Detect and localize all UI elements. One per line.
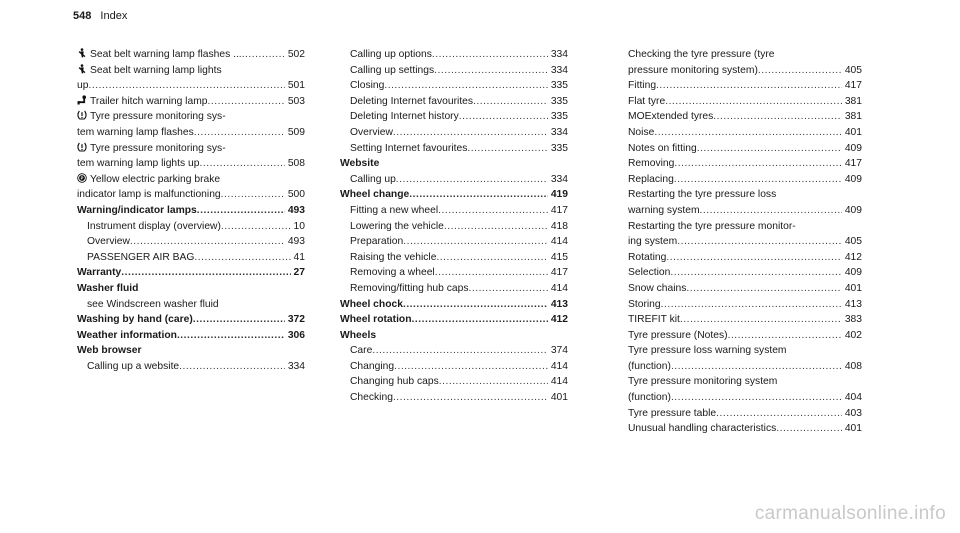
index-entry (340, 141, 568, 157)
leader-dots (221, 187, 285, 203)
page-ref: 334 (550, 173, 568, 185)
page-ref: 401 (844, 282, 862, 294)
index-entry (77, 203, 305, 219)
entry-term: Warranty (77, 267, 122, 279)
index-entry (628, 141, 862, 157)
page-ref: 493 (287, 236, 305, 248)
index-entry (77, 63, 305, 79)
entry-term: Instrument display (overview) (87, 220, 221, 232)
entry-term: Fitting a new wheel (350, 204, 439, 216)
entry-term: indicator lamp is malfunctioning (77, 189, 221, 201)
page-ref: 508 (287, 158, 305, 170)
leader-dots (436, 250, 547, 266)
svg-text:P: P (80, 175, 84, 181)
leader-dots (700, 203, 842, 219)
trailer-hitch-icon (77, 95, 87, 105)
page-ref: 501 (287, 80, 305, 92)
index-entry (340, 328, 568, 344)
page-ref: 413 (844, 298, 862, 310)
entry-term: Warning/indicator lamps (77, 204, 197, 216)
index-entry (628, 187, 862, 203)
leader-dots (384, 78, 547, 94)
page-ref: 372 (287, 314, 305, 326)
leader-dots (394, 359, 548, 375)
index-entry (628, 234, 862, 250)
index-entry (628, 421, 862, 437)
index-entry (77, 187, 305, 203)
page-ref: 401 (550, 392, 568, 404)
leader-dots (666, 250, 841, 266)
entry-term: Seat belt warning lamp lights (77, 65, 222, 76)
entry-term: Storing (628, 298, 661, 310)
entry-term: Washer fluid (77, 282, 139, 294)
page-ref: 412 (844, 251, 862, 263)
entry-term: Noise (628, 126, 655, 138)
index-entry (628, 203, 862, 219)
entry-term: Tyre pressure loss warning system (628, 345, 787, 357)
entry-term: Seat belt warning lamp flashes ... (77, 47, 242, 63)
entry-term: P Yellow electric parking brake (77, 174, 220, 185)
leader-dots (728, 328, 842, 344)
leader-dots (677, 234, 842, 250)
leader-dots (444, 219, 548, 235)
index-entry (77, 141, 305, 157)
seatbelt-icon (77, 48, 87, 58)
entry-term: Removing (628, 158, 675, 170)
index-entry (628, 390, 862, 406)
index-entry (340, 281, 568, 297)
page-ref: 408 (844, 360, 862, 372)
leader-dots (208, 94, 285, 110)
entry-term: Wheel chock (340, 298, 403, 310)
page-ref: 374 (550, 345, 568, 357)
index-entry (77, 328, 305, 344)
page-ref: 10 (293, 220, 305, 232)
entry-term: see Windscreen washer fluid (87, 298, 219, 310)
entry-term: Tyre pressure monitoring sys- (77, 143, 226, 154)
index-entry (340, 63, 568, 79)
entry-term: Tyre pressure monitoring sys- (77, 111, 226, 122)
page-ref: 335 (550, 111, 568, 123)
page-number: 548 (73, 10, 92, 22)
index-column-2 (340, 47, 568, 406)
index-entry (77, 109, 305, 125)
leader-dots (468, 281, 547, 297)
entry-term: Calling up settings (350, 64, 435, 76)
index-entry (77, 47, 305, 63)
entry-term: Wheel change (340, 189, 410, 201)
leader-dots (680, 312, 842, 328)
entry-term: Website (340, 158, 380, 170)
leader-dots (242, 47, 285, 63)
page-ref: 417 (550, 267, 568, 279)
index-entry (628, 250, 862, 266)
entry-term: Setting Internet favourites (350, 142, 468, 154)
entry-term: ing system (628, 236, 678, 248)
leader-dots (88, 78, 284, 94)
leader-dots (199, 156, 284, 172)
page-ref: 414 (550, 236, 568, 248)
page-ref: 500 (287, 189, 305, 201)
leader-dots (661, 297, 842, 313)
index-entry (340, 187, 568, 203)
leader-dots (221, 219, 291, 235)
page-ref: 402 (844, 329, 862, 341)
entry-term: Raising the vehicle (350, 251, 437, 263)
entry-term: Changing hub caps (350, 376, 439, 388)
page-ref: 381 (844, 95, 862, 107)
leader-dots (697, 141, 842, 157)
entry-term: Tyre pressure (Notes) (628, 329, 728, 341)
page-ref: 405 (844, 236, 862, 248)
index-entry (340, 156, 568, 172)
page-ref: 418 (550, 220, 568, 232)
index-column-1 (77, 47, 305, 374)
index-entry (340, 203, 568, 219)
leader-dots (177, 328, 285, 344)
page-ref: 403 (844, 407, 862, 419)
index-entry (628, 297, 862, 313)
page-ref: 405 (844, 64, 862, 76)
leader-dots (656, 78, 842, 94)
leader-dots (435, 265, 548, 281)
page-ref: 417 (550, 204, 568, 216)
leader-dots (438, 203, 548, 219)
page-ref: 409 (844, 173, 862, 185)
index-entry (77, 94, 305, 110)
leader-dots (130, 234, 285, 250)
page-ref: 413 (550, 298, 568, 310)
index-entry (628, 374, 862, 390)
page-ref: 414 (550, 376, 568, 388)
watermark: carmanualsonline.info (754, 503, 946, 524)
leader-dots (439, 374, 548, 390)
leader-dots (713, 109, 842, 125)
index-entry (628, 359, 862, 375)
entry-term: Calling up options (350, 49, 432, 60)
index-entry (628, 219, 862, 235)
page-ref: 493 (287, 204, 305, 216)
entry-term: Rotating (628, 251, 667, 263)
page-ref: 334 (287, 360, 305, 372)
leader-dots (434, 63, 548, 79)
index-entry (77, 281, 305, 297)
page-ref: 334 (550, 64, 568, 76)
page-ref: 334 (550, 126, 568, 138)
entry-term: Deleting Internet history (350, 111, 459, 123)
leader-dots (194, 250, 290, 266)
page-ref: 503 (287, 95, 305, 107)
index-entry (77, 343, 305, 359)
page-ref: 409 (844, 204, 862, 216)
page-ref: 409 (844, 142, 862, 154)
leader-dots (776, 421, 842, 437)
page-ref: 335 (550, 80, 568, 92)
page-ref: 412 (550, 314, 568, 326)
page-ref: 404 (844, 392, 862, 404)
entry-term: Notes on fitting (628, 142, 697, 154)
entry-term: Checking the tyre pressure (tyre (628, 49, 775, 60)
entry-term: Lowering the vehicle (350, 220, 444, 232)
leader-dots (403, 297, 548, 313)
index-entry (628, 406, 862, 422)
index-entry (340, 94, 568, 110)
page-ref: 509 (287, 126, 305, 138)
leader-dots (671, 390, 842, 406)
entry-term: Weather information (77, 329, 177, 341)
leader-dots (393, 390, 548, 406)
index-entry (628, 78, 862, 94)
parking-brake-icon (77, 173, 87, 183)
index-entry (340, 359, 568, 375)
leader-dots (671, 359, 842, 375)
entry-term: Web browser (77, 345, 142, 357)
entry-term: (function) (628, 360, 671, 372)
entry-term: Wheel rotation (340, 314, 412, 326)
leader-dots (758, 63, 842, 79)
entry-term: Restarting the tyre pressure monitor- (628, 220, 796, 232)
index-entry (628, 125, 862, 141)
page-ref: 401 (844, 126, 862, 138)
leader-dots (412, 312, 548, 328)
entry-term: Calling up (350, 173, 396, 185)
index-entry (340, 219, 568, 235)
page-ref: 417 (844, 80, 862, 92)
page-ref: 417 (844, 158, 862, 170)
page-ref: 27 (293, 267, 305, 279)
index-column-3 (628, 47, 862, 437)
index-entry (628, 343, 862, 359)
index-entry (628, 94, 862, 110)
index-entry (628, 312, 862, 328)
index-entry (340, 265, 568, 281)
index-entry (340, 47, 568, 63)
leader-dots (393, 125, 548, 141)
entry-term: Removing a wheel (350, 267, 435, 279)
index-entry (340, 343, 568, 359)
leader-dots (409, 187, 548, 203)
index-entry (628, 63, 862, 79)
tyre-pressure-icon (77, 142, 87, 152)
page-ref: 414 (550, 360, 568, 372)
page-ref: 381 (844, 111, 862, 123)
page-ref: 334 (550, 49, 568, 60)
entry-term: Unusual handling characteristics (628, 423, 777, 435)
index-entry (340, 297, 568, 313)
leader-dots (686, 281, 841, 297)
entry-term: Changing (350, 360, 395, 372)
page-ref: 414 (550, 282, 568, 294)
index-entry (340, 250, 568, 266)
leader-dots (674, 156, 841, 172)
leader-dots (197, 203, 285, 219)
entry-term: Overview (87, 236, 130, 248)
page-ref: 335 (550, 95, 568, 107)
seatbelt-icon (77, 64, 87, 74)
entry-term: pressure monitoring system) (628, 64, 758, 76)
entry-term: Flat tyre (628, 95, 666, 107)
index-entry (340, 390, 568, 406)
leader-dots (473, 94, 548, 110)
index-entry (340, 312, 568, 328)
index-entry (340, 109, 568, 125)
page-ref: 401 (844, 423, 862, 435)
page-ref: 419 (550, 189, 568, 201)
entry-term: up (77, 80, 89, 92)
index-entry (77, 265, 305, 281)
leader-dots (432, 47, 548, 63)
index-entry (628, 172, 862, 188)
leader-dots (372, 343, 547, 359)
page-ref: 502 (287, 49, 305, 60)
entry-term: Fitting (628, 80, 657, 92)
entry-term: Replacing (628, 173, 674, 185)
page-ref: 409 (844, 267, 862, 279)
entry-term: TIREFIT kit (628, 314, 680, 326)
entry-term: Tyre pressure table (628, 407, 717, 419)
leader-dots (193, 312, 285, 328)
leader-dots (121, 265, 290, 281)
index-entry (628, 328, 862, 344)
leader-dots (670, 265, 841, 281)
index-entry (77, 297, 305, 313)
entry-term: (function) (628, 392, 671, 404)
index-entry (77, 359, 305, 375)
index-entry (628, 47, 862, 63)
entry-term: Restarting the tyre pressure loss (628, 189, 777, 201)
entry-term: Overview (350, 126, 393, 138)
index-entry (77, 250, 305, 266)
entry-term: Selection (628, 267, 671, 279)
index-entry (340, 374, 568, 390)
page-section-title: Index (100, 10, 128, 22)
leader-dots (654, 125, 841, 141)
page-ref: 383 (844, 314, 862, 326)
entry-term: Tyre pressure monitoring system (628, 376, 778, 388)
index-entry (628, 281, 862, 297)
entry-term: Snow chains (628, 282, 687, 294)
leader-dots (179, 359, 285, 375)
page-header (73, 10, 127, 22)
entry-term: Closing (350, 80, 385, 92)
leader-dots (403, 234, 548, 250)
index-entry (628, 109, 862, 125)
entry-term: Trailer hitch warning lamp (77, 94, 208, 110)
entry-term: Deleting Internet favourites (350, 95, 474, 107)
index-entry (77, 172, 305, 188)
entry-term: Care (350, 345, 373, 357)
entry-term: warning system (628, 204, 700, 216)
page-ref: 415 (550, 251, 568, 263)
page-ref: 306 (287, 329, 305, 341)
leader-dots (459, 109, 548, 125)
leader-dots (194, 125, 285, 141)
leader-dots (396, 172, 548, 188)
index-entry (77, 234, 305, 250)
leader-dots (716, 406, 842, 422)
entry-term: Wheels (340, 329, 377, 341)
tyre-pressure-icon (77, 110, 87, 120)
entry-term: Checking (350, 392, 393, 404)
index-entry (628, 265, 862, 281)
index-entry (77, 125, 305, 141)
index-entry (340, 172, 568, 188)
index-entry (77, 219, 305, 235)
leader-dots (467, 141, 547, 157)
entry-term: Calling up a website (87, 360, 180, 372)
index-entry (340, 234, 568, 250)
entry-term: MOExtended tyres (628, 111, 714, 123)
entry-term: tem warning lamp flashes (77, 126, 194, 138)
entry-term: Preparation (350, 236, 404, 248)
index-entry (340, 78, 568, 94)
entry-term: PASSENGER AIR BAG (87, 251, 195, 263)
page-ref: 41 (293, 251, 305, 263)
index-entry (77, 312, 305, 328)
page-ref: 335 (550, 142, 568, 154)
index-entry (628, 156, 862, 172)
index-entry (340, 125, 568, 141)
index-entry (77, 78, 305, 94)
leader-dots (665, 94, 842, 110)
entry-term: Removing/fitting hub caps (350, 282, 469, 294)
entry-term: tem warning lamp lights up (77, 158, 200, 170)
index-entry (77, 156, 305, 172)
entry-term: Washing by hand (care) (77, 314, 193, 326)
leader-dots (674, 172, 842, 188)
